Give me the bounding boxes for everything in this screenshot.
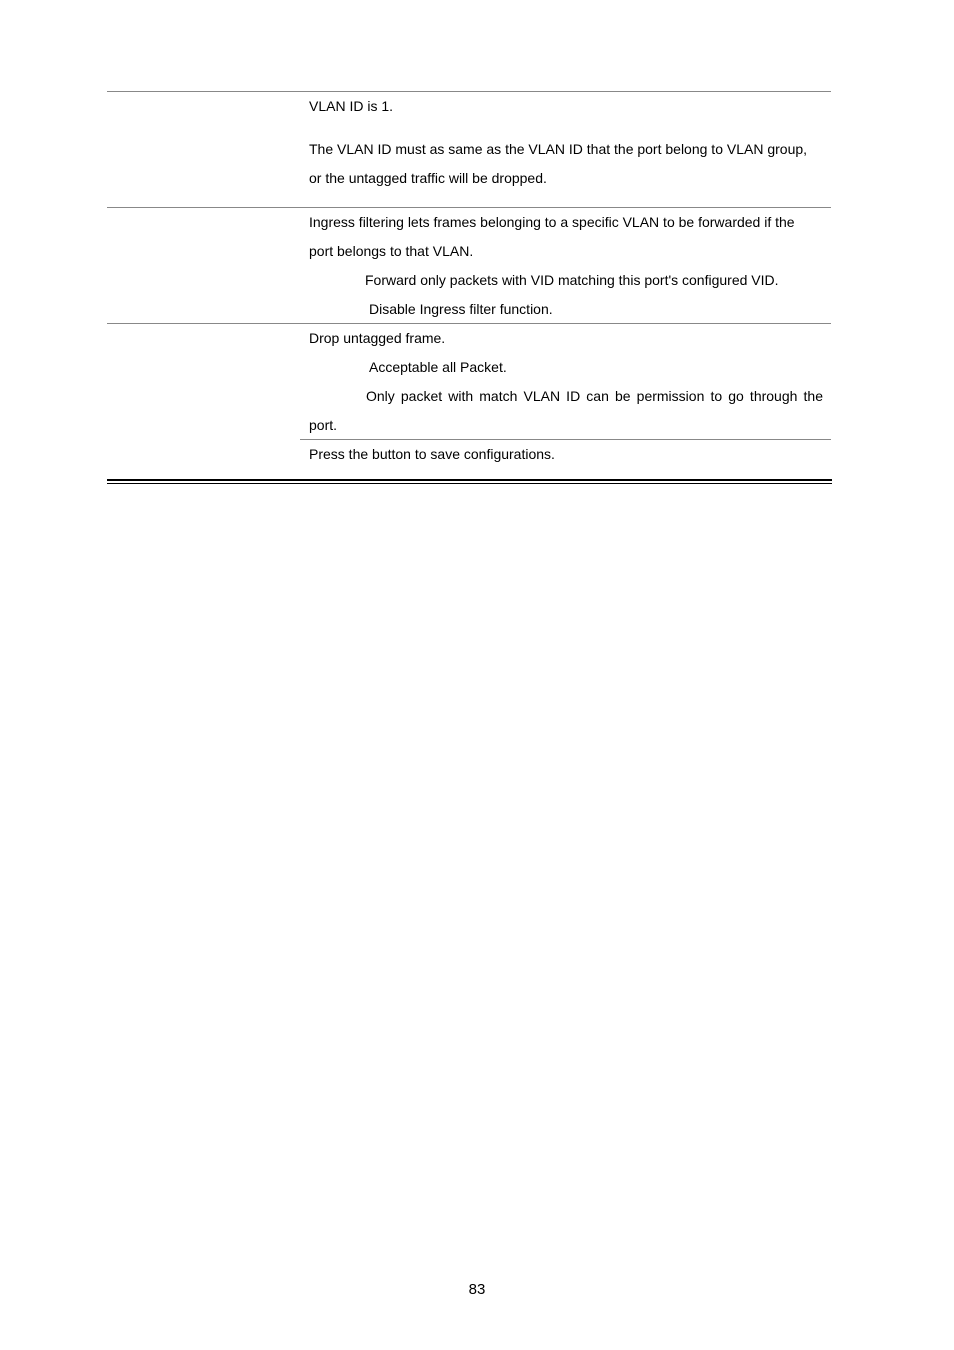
description-text: or the untagged traffic will be dropped. bbox=[309, 170, 547, 186]
option-description: Forward only packets with VID matching this port's configured VID. bbox=[365, 272, 779, 288]
description-text: Press the button to save configurations. bbox=[309, 446, 555, 462]
table-bottom-rule bbox=[107, 479, 832, 484]
description-text: The VLAN ID must as same as the VLAN ID that the port belong to VLAN group, bbox=[309, 141, 808, 157]
description-text: Drop untagged frame. bbox=[309, 330, 446, 346]
row-divider bbox=[107, 323, 831, 324]
option-description: Acceptable all Packet. bbox=[369, 359, 507, 375]
description-text: port belongs to that VLAN. bbox=[309, 243, 474, 259]
table-top-rule bbox=[107, 91, 831, 92]
description-text: port. bbox=[309, 417, 338, 433]
option-description: Disable Ingress filter function. bbox=[369, 301, 553, 317]
description-text: VLAN ID is 1. bbox=[309, 98, 394, 114]
description-text: Ingress filtering lets frames belonging to a specific VLAN to be forwarded if the bbox=[309, 214, 795, 230]
page-number: 83 bbox=[468, 1281, 486, 1298]
row-divider bbox=[300, 439, 831, 440]
option-description: Only packet with match VLAN ID can be permission to go through the bbox=[366, 388, 823, 404]
row-divider bbox=[107, 207, 831, 208]
